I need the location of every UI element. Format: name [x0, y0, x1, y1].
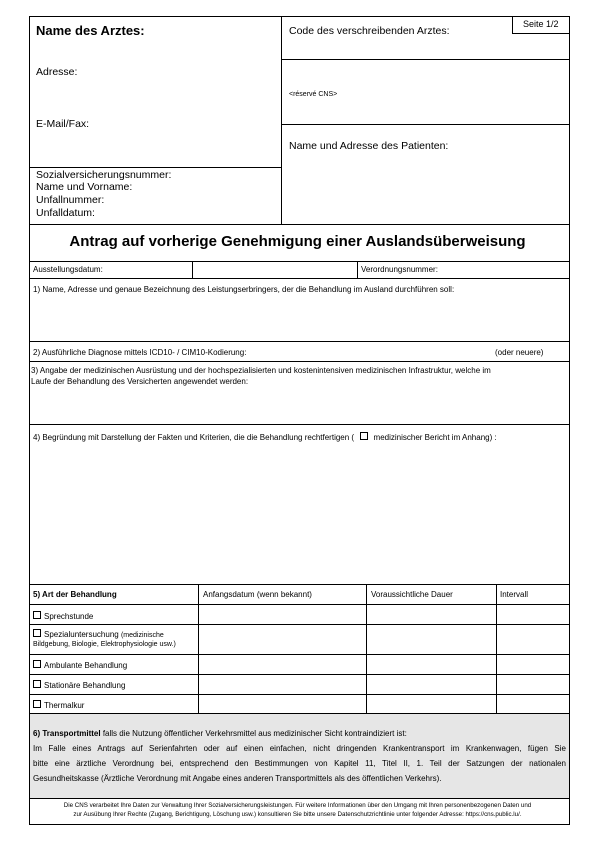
issue-date-label: Ausstellungsdatum:	[33, 265, 103, 274]
section-3-line-2: Laufe der Behandlung des Versicherten angewendet werden:	[31, 377, 249, 386]
transport-title-line	[33, 730, 407, 738]
treatment-row-consultation	[33, 611, 93, 621]
transport-line-3: Gesundheitskasse (Ärztliche Verordnung mit Angabe eines anderen Transportmittels als des öffentlichen Verkehrs).	[33, 774, 442, 783]
doctor-info-divider	[29, 167, 282, 168]
treatment-row-divider-2	[29, 624, 570, 625]
outpatient-checkbox[interactable]	[33, 660, 41, 668]
form-title: Antrag auf vorherige Genehmigung einer Auslandsüberweisung	[69, 233, 526, 250]
treatment-row-thermal	[33, 700, 84, 710]
thermal-checkbox[interactable]	[33, 700, 41, 708]
section-1-label: 1) Name, Adresse und genaue Bezeichnung des Leistungserbringers, der die Behandlung im Ausland durchführen soll:	[33, 285, 455, 294]
prescriber-divider-2	[281, 124, 570, 125]
transport-box	[29, 713, 570, 799]
transport-title-rest: falls die Nutzung öffentlicher Verkehrsmittel aus medizinischer Sicht kontraindiziert ist:	[102, 729, 407, 738]
medical-report-checkbox[interactable]	[360, 432, 368, 440]
section-2-label: 2) Ausführliche Diagnose mittels ICD10- / CIM10-Kodierung:	[33, 348, 247, 357]
prescription-number-label: Verordnungsnummer:	[361, 265, 438, 274]
special-exam-label: Spezialuntersuchung	[44, 630, 119, 639]
section-2-suffix: (oder neuere)	[495, 348, 544, 357]
issue-row	[29, 261, 570, 279]
address-label: Adresse:	[36, 66, 78, 78]
accident-date-label: Unfalldatum:	[36, 207, 95, 219]
transport-line-1: Im Falle eines Antrags auf Serienfahrten oder auf einen einfachen, nicht dringenden Krankentransport im Krankenwagen, fügen Sie	[33, 744, 566, 753]
consultation-checkbox[interactable]	[33, 611, 41, 619]
prescriber-divider-1	[281, 59, 570, 60]
prescriber-box	[281, 16, 570, 225]
section-3-line-1: 3) Angabe der medizinischen Ausrüstung und der hochspezialisierten und kostenintensiven medizinischen Infrastruktur, welche im	[31, 366, 491, 375]
page-number: Seite 1/2	[523, 19, 559, 29]
treatment-row-divider-3	[29, 654, 570, 655]
special-exam-checkbox[interactable]	[33, 629, 41, 637]
name-label: Name und Vorname:	[36, 181, 133, 193]
transport-title: 6) Transportmittel	[33, 729, 101, 738]
section-4-label	[33, 432, 497, 442]
social-security-label: Sozialversicherungsnummer:	[36, 169, 172, 181]
special-exam-note: (medizinische	[120, 632, 164, 639]
treatment-row-divider-4	[29, 674, 570, 675]
treatment-row-divider-1	[29, 604, 570, 605]
treatment-header: 5) Art der Behandlung	[33, 590, 117, 599]
section-4-suffix: medizinischer Bericht im Anhang) :	[373, 433, 497, 442]
section-4-prefix: 4) Begründung mit Darstellung der Fakten und Kriterien, die die Behandlung rechtfertigen (	[33, 433, 355, 442]
special-exam-note-2: Bildgebung, Biologie, Elektrophysiologie usw.)	[33, 641, 176, 648]
inpatient-checkbox[interactable]	[33, 680, 41, 688]
issue-row-divider-2	[357, 261, 358, 279]
col-interval: Intervall	[500, 590, 529, 599]
consultation-label: Sprechstunde	[44, 612, 94, 621]
col-duration: Voraussichtliche Dauer	[371, 590, 453, 599]
thermal-label: Thermalkur	[44, 701, 85, 710]
col-start-date: Anfangsdatum (wenn bekannt)	[203, 590, 312, 599]
reserved-cns-label: <réservé CNS>	[289, 91, 338, 98]
treatment-row-special-exam	[33, 629, 164, 639]
footer-line-1: Die CNS verarbeitet Ihre Daten zur Verwaltung Ihrer Sozialversicherungsleistungen. Für weitere Informationen über den Umgang mit Ihren personenbezogenen Daten und	[63, 802, 532, 809]
patient-label: Name und Adresse des Patienten:	[289, 140, 449, 152]
inpatient-label: Stationäre Behandlung	[44, 681, 126, 690]
footer-line-2: zur Ausübung Ihrer Rechte (Zugang, Berichtigung, Löschung usw.) konsultieren Sie bitte unsere Datenschutzrichtlinie unter folgender Adresse: https://cns.public.lu/.	[73, 811, 522, 818]
treatment-row-inpatient	[33, 680, 125, 690]
outpatient-label: Ambulante Behandlung	[44, 661, 128, 670]
section-4-box	[29, 424, 570, 585]
treatment-row-outpatient	[33, 660, 127, 670]
issue-row-divider-1	[192, 261, 193, 279]
prescriber-code-label: Code des verschreibenden Arztes:	[289, 25, 450, 37]
email-fax-label: E-Mail/Fax:	[36, 118, 90, 130]
treatment-row-divider-5	[29, 694, 570, 695]
accident-number-label: Unfallnummer:	[36, 194, 105, 206]
doctor-name-label: Name des Arztes:	[36, 23, 145, 38]
transport-line-2: bitte eine ärztliche Verordnung bei, entsprechend den Bestimmungen von Kapitel 11, Titel II, 1. Teil der Satzungen der nationalen	[33, 759, 566, 768]
